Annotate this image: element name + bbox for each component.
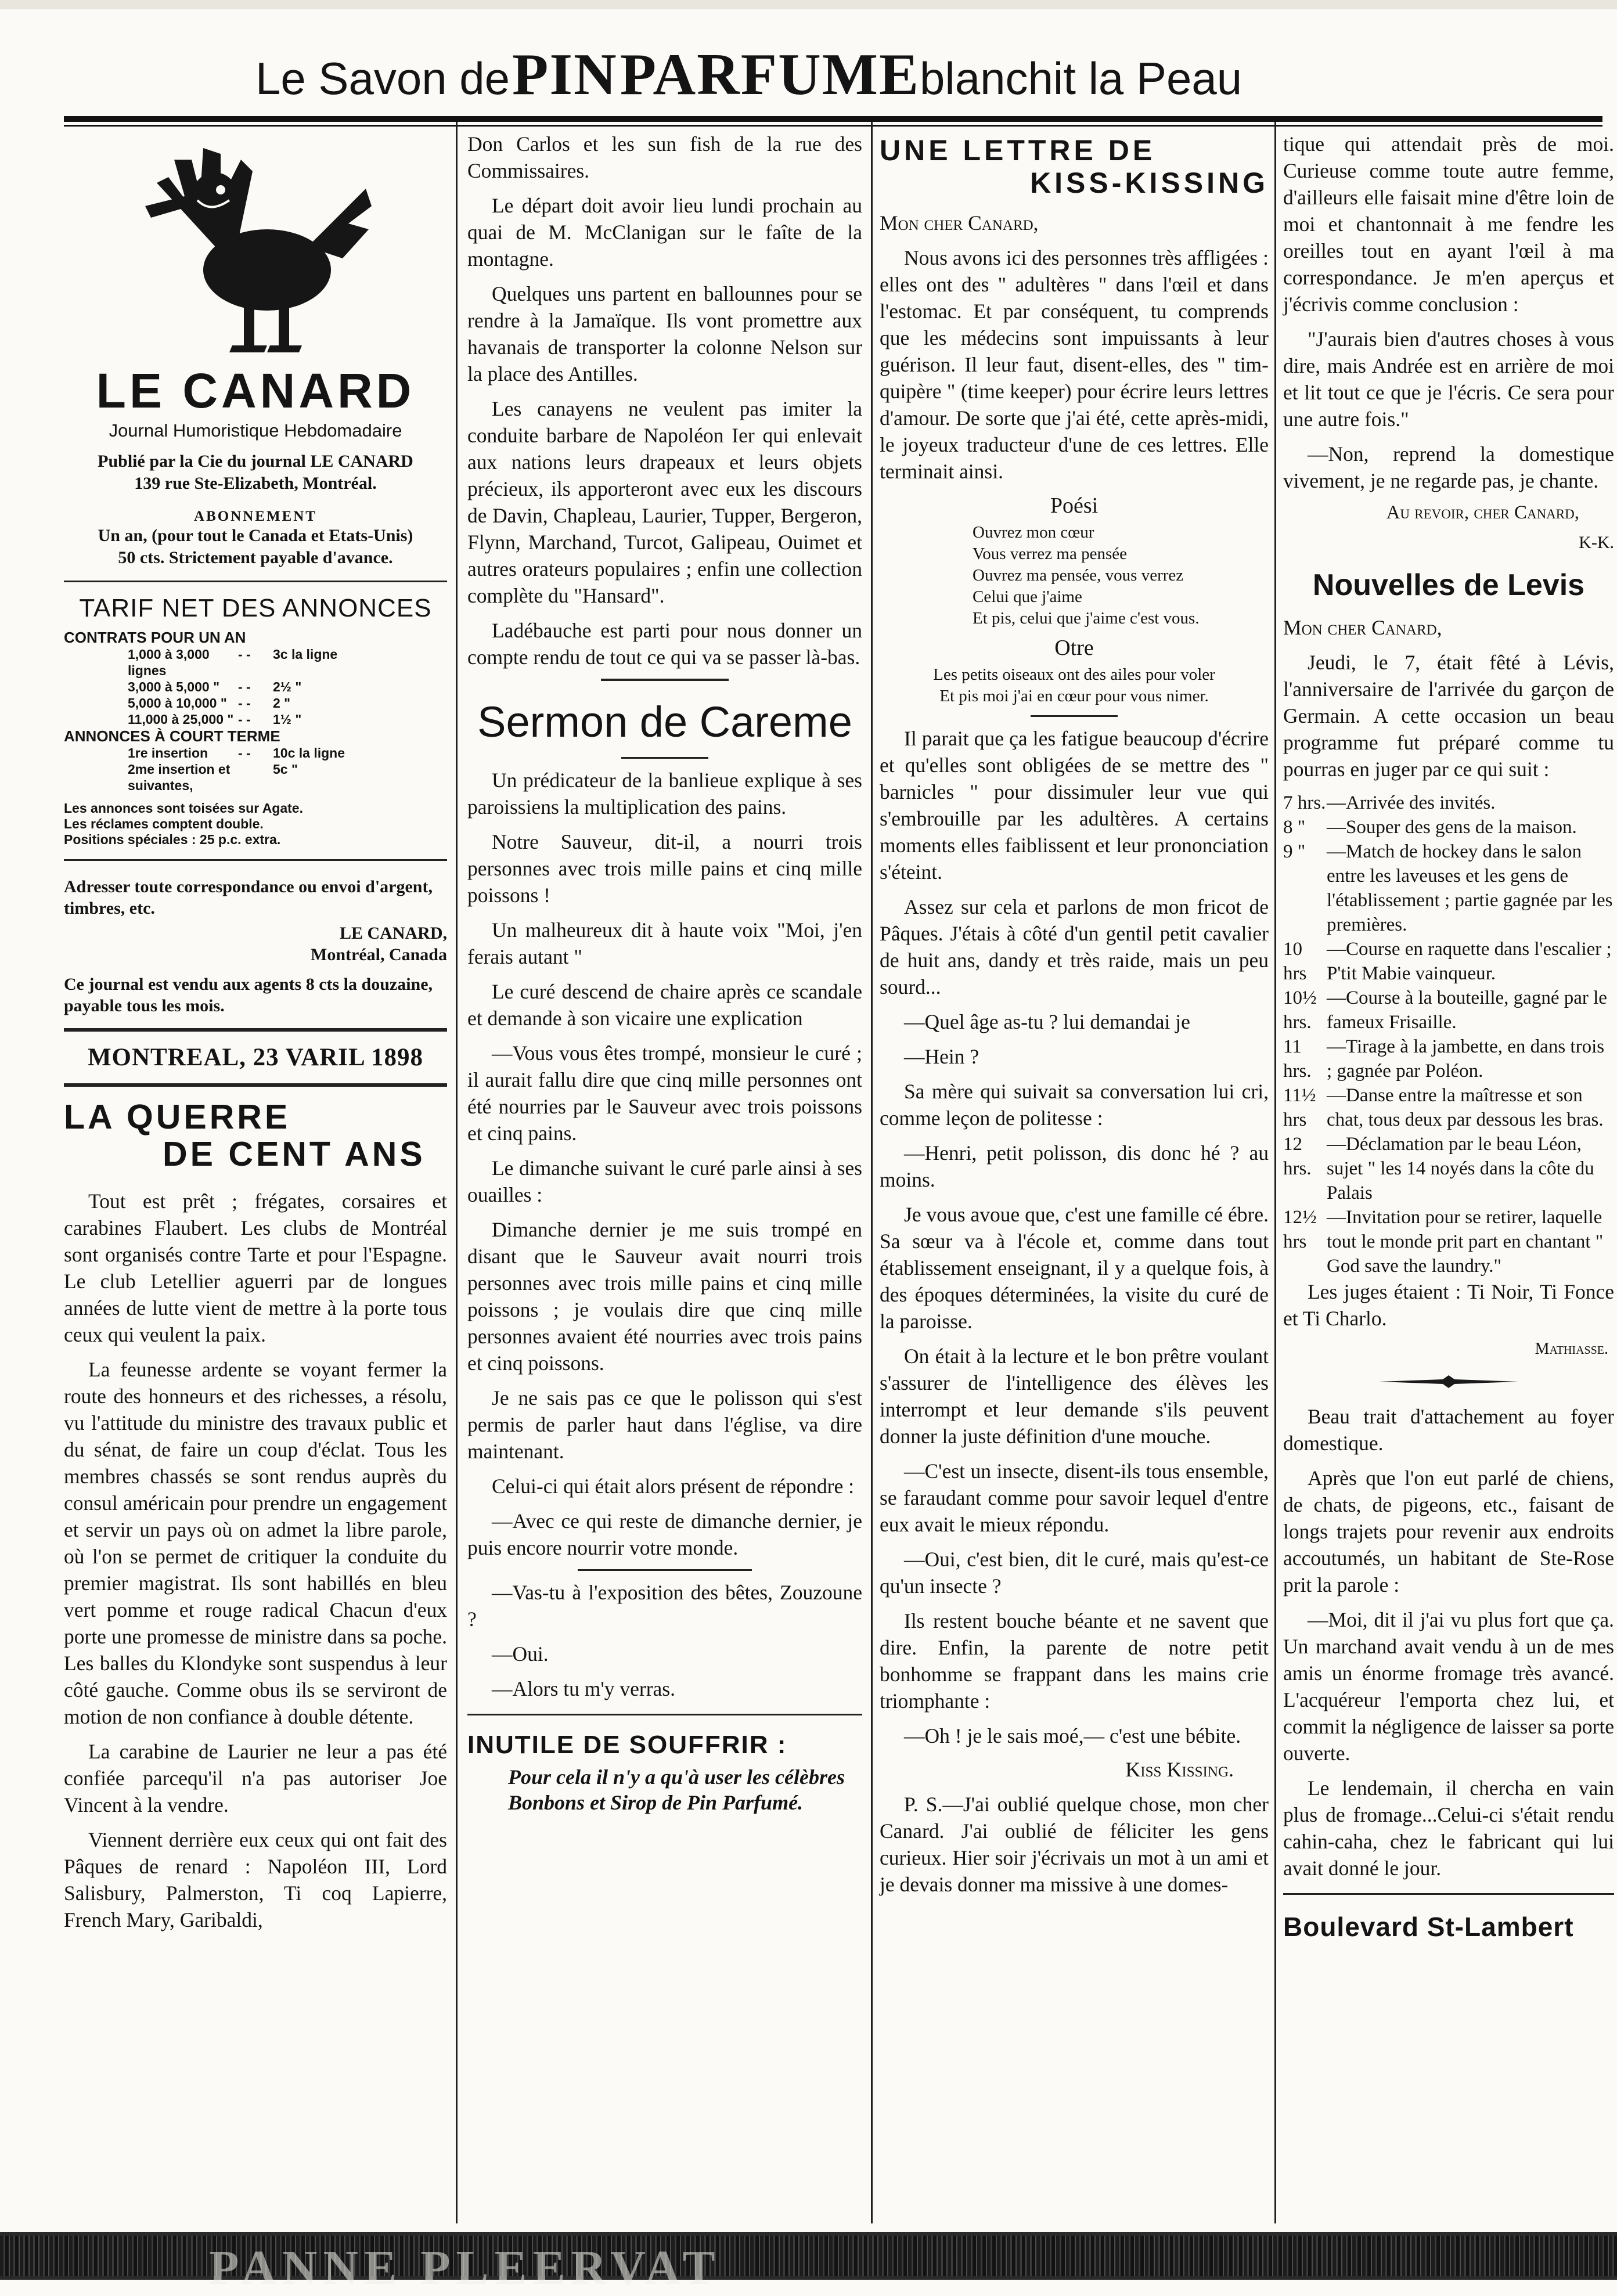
correspondence-note: Adresser toute correspondance ou envoi d'argent, timbres, etc.: [64, 877, 433, 918]
masthead-pin: PIN: [512, 42, 618, 107]
column-1: [64, 131, 447, 1941]
article-paragraph: Un malheureux dit à haute voix "Moi, j'en ferais autant ": [467, 918, 862, 968]
rates-note-line: Positions spéciales : 25 p.c. extra.: [64, 832, 281, 847]
contracts-table: [64, 646, 447, 727]
journal-subtitle: Journal Humoristique Hebdomadaire: [109, 420, 402, 441]
headline-line: DE CENT ANS: [163, 1135, 426, 1173]
article-paragraph: —Oui, c'est bien, dit le curé, mais qu'est-ce qu'un insecte ?: [880, 1548, 1269, 1598]
salutation: Mon cher Canard,: [1283, 616, 1442, 639]
signature: K-K.: [1579, 533, 1614, 552]
article-paragraph: Le lendemain, il chercha en vain plus de fromage...Celui-ci s'était rendu cahin-caha, chez le fabricant qui lui avait donné le jour.: [1283, 1776, 1614, 1880]
article-paragraph: La carabine de Laurier ne leur a pas été confiée parcequ'il n'a pas autoriser Joe Vincent à la vendre.: [64, 1740, 447, 1816]
table-row: 5,000 à 10,000 " - - 2 ": [128, 695, 291, 711]
article-paragraph: Il parait que ça les fatigue beaucoup d'écrire et qu'elles sont obligées de se mettre des " barnicles " pour dissimuler leur vue qui s'embrouille par les adultères. A certains moments elles faiblissent et leur prononciation s'éteint.: [880, 727, 1269, 884]
divider: [64, 1083, 447, 1087]
article-paragraph: —Avec ce qui reste de dimanche dernier, je puis encore nourrir votre monde.: [467, 1509, 862, 1559]
masthead-rule-thin: [64, 125, 1602, 127]
subscription-text: Un an, (pour tout le Canada et Etats-Unis): [98, 526, 413, 545]
article-paragraph: Notre Sauveur, dit-il, a nourri trois personnes avec trois mille pains et cinq mille poissons !: [467, 830, 862, 907]
headline-line: UNE LETTRE DE: [880, 134, 1156, 167]
table-row: 1re insertion - - 10c la ligne: [128, 745, 345, 760]
article-paragraph: P. S.—J'ai oublié quelque chose, mon cher Canard. J'ai oublié de féliciter les gens curieux. Hier soir j'écrivais un mot à un ami et je devais donner ma missive à une domes-: [880, 1793, 1269, 1896]
column-4: [1283, 131, 1614, 1942]
article-paragraph: Les juges étaient : Ti Noir, Ti Fonce et Ti Charlo.: [1283, 1280, 1614, 1330]
publisher-address: 139 rue Ste-Elizabeth, Montréal.: [134, 474, 377, 493]
article-paragraph: —Non, reprend la domestique vivement, je ne regarde pas, je chante.: [1283, 442, 1614, 492]
divider: [467, 1714, 862, 1715]
article-paragraph: —C'est un insecte, disent-ils tous ensemble, se faraudant comme pour savoir lequel d'entre eux avait le mieux répondu.: [880, 1459, 1269, 1536]
article-paragraph: On était à la lecture et le bon prêtre voulant s'assurer de l'intelligence des élèves les interrompt et leur demande s'ils peuvent donner la juste définition d'une mouche.: [880, 1345, 1269, 1448]
journal-title: LE CANARD: [96, 363, 415, 418]
divider: [64, 581, 447, 582]
cut-off-headline: PANNE PLEERVAT: [209, 2241, 721, 2295]
masthead-advert: [255, 41, 1591, 110]
rates-note-line: Les annonces sont toisées sur Agate.: [64, 801, 303, 816]
list-item: 10 hrs —Course en raquette dans l'escalier ; P'tit Mabie vainqueur.: [1283, 939, 1612, 984]
article-paragraph: —Oui.: [492, 1642, 549, 1666]
list-item: 8 " —Souper des gens de la maison.: [1283, 817, 1577, 838]
article-paragraph: —Oh ! je le sais moé,— c'est une bébite.: [904, 1724, 1241, 1747]
address-city: Montréal, Canada: [311, 945, 447, 964]
salutation: Mon cher Canard,: [880, 211, 1039, 235]
list-item: 12½ hrs —Invitation pour se retirer, laquelle tout le monde prit part en chantant " God save the laundry.": [1283, 1207, 1604, 1277]
address-name: LE CANARD,: [339, 924, 447, 943]
poem-title: Poési: [1050, 493, 1099, 518]
article-paragraph: —Vas-tu à l'exposition des bêtes, Zouzoune ?: [467, 1581, 862, 1631]
article-paragraph: Un prédicateur de la banlieue explique à ses paroissiens la multiplication des pains.: [467, 769, 862, 819]
list-item: 10½ hrs. —Course à la bouteille, gagné par le fameux Frisaille.: [1283, 987, 1607, 1033]
article-paragraph: Jeudi, le 7, était fêté à Lévis, l'anniversaire de l'arrivée du garçon de Germain. A cette occasion un beau programme fut préparé comme tu pourras en juger par ce qui suit :: [1283, 651, 1614, 781]
advert-text: Pour cela il n'y a qu'à user les célèbres Bonbons et Sirop de Pin Parfumé.: [508, 1765, 845, 1814]
list-item: 12 hrs. —Déclamation par le beau Léon, sujet " les 14 noyés dans la côte du Palais: [1283, 1134, 1594, 1203]
list-item: 7 hrs. —Arrivée des invités.: [1283, 792, 1496, 813]
article-headline: [880, 134, 1269, 199]
duck-logo-icon: [134, 136, 377, 357]
subscription-text: 50 cts. Strictement payable d'avance.: [118, 548, 393, 567]
table-row: 11,000 à 25,000 " - - 1½ ": [128, 712, 302, 727]
poem-title: Otre: [1054, 636, 1094, 660]
poem-line: Les petits oiseaux ont des ailes pour voler: [933, 665, 1215, 684]
poem-line: Vous verrez ma pensée: [973, 545, 1127, 563]
page-top-edge: [0, 0, 1617, 9]
issue-date: MONTREAL, 23 VARIL 1898: [87, 1044, 424, 1071]
article-paragraph: tique qui attendait près de moi. Curieuse comme toute autre femme, d'ailleurs elle faisait mine d'être loin de moi et chantonnait à me fendre les oreilles tout en ayant l'œil à ma correspondance. Je m'en aperçus et j'écrivis comme conclusion :: [1283, 132, 1614, 316]
program-list: [1283, 791, 1614, 1278]
closing: Au revoir, cher Canard,: [1386, 502, 1579, 523]
list-item: 9 " —Match de hockey dans le salon entre les laveuses et les gens de l'établissement ; partie gagnée par les premières.: [1283, 841, 1613, 935]
dagger-rule-icon: [1379, 1374, 1518, 1389]
divider: [578, 1569, 752, 1571]
article-paragraph: Dimanche dernier je me suis trompé en disant que le Sauveur avait nourri trois personnes avec trois mille pains et cinq mille poissons ; je voulais dire que cinq mille personnes avaient été nourries avec trois pains et cinq poissons.: [467, 1218, 862, 1375]
article-paragraph: "J'aurais bien d'autres choses à vous dire, mais Andrée est en arrière de moi et lit tout ce que je l'écris. Ce sera pour une autre fois.": [1283, 327, 1614, 431]
masthead-parfume: PARFUME: [620, 42, 920, 107]
article-paragraph: —Moi, dit il j'ai vu plus fort que ça. Un marchand avait vendu à un de mes amis un énorme fromage très avancé. L'acquéreur l'emporta chez lui, et commit la négligence de laisser sa porte ouverte.: [1283, 1608, 1614, 1765]
column-3: [880, 131, 1269, 1906]
article-paragraph: Après que l'on eut parlé de chiens, de chats, de pigeons, etc., faisant de longs trajets pour revenir aux endroits accoutumés, un habitant de Ste-Rose prit la parole :: [1283, 1466, 1614, 1596]
subscription-heading: ABONNEMENT: [194, 509, 317, 524]
article-paragraph: Ils restent bouche béante et ne savent que dire. Enfin, la parente de notre petit bonhomme se frappant dans les mains crie triomphante :: [880, 1609, 1269, 1713]
column-rule: [456, 122, 458, 2223]
column-rule: [871, 122, 873, 2223]
short-term-heading: ANNONCES À COURT TERME: [64, 727, 280, 745]
article-headline: Boulevard St-Lambert: [1283, 1912, 1574, 1942]
poem-line: Celui que j'aime: [973, 587, 1082, 606]
article-paragraph: —Alors tu m'y verras.: [492, 1677, 675, 1700]
masthead-text-end: blanchit la Peau: [920, 53, 1243, 104]
column-2: [467, 131, 862, 1815]
article-paragraph: Don Carlos et les sun fish de la rue des Commissaires.: [467, 132, 862, 182]
article-paragraph: Les canayens ne veulent pas imiter la conduite barbare de Napoléon Ier qui enlevait aux nations leurs drapeaux et leurs objets précieux, ils apporteront avec eux les discours de Davin, Chapleau, Laurier, Tupper, Bergeron, Flynn, Marchand, Turcot, Galipeau, Ouimet et autres orateurs populaires ; enfin une collection complète du "Hansard".: [467, 397, 862, 607]
headline-line: LA QUERRE: [64, 1098, 291, 1136]
article-paragraph: La feunesse ardente se voyant fermer la route des honneurs et des richesses, a résolu, vu l'attitude du ministre des travaux public et du sénat, de faire un coup d'éclat. Tous les membres chassés se sont rendus auprès du consul américain pour prendre un engagement et servir un pays où on admet la libre parole, où l'on se permet de critiquer la conduite du premier magistrat. Ils sont habillés en bleu vert pomme et rouge radical Chacun d'eux porte une promesse de ministre dans sa poche. Les balles du Klondyke sont suspendus à leur côté gauche. Comme obus ils se serviront de motion de non confiance à double détente.: [64, 1358, 447, 1728]
sales-note: Ce journal est vendu aux agents 8 cts la douzaine, payable tous les mois.: [64, 975, 433, 1015]
divider: [1031, 715, 1118, 717]
article-paragraph: Viennent derrière eux ceux qui ont fait des Pâques de renard : Napoléon III, Lord Salisbury, Palmerston, Ti coq Lapierre, French Mary, Garibaldi,: [64, 1828, 447, 1931]
article-paragraph: Le curé descend de chaire après ce scandale et demande à son vicaire une explication: [467, 980, 862, 1030]
article-paragraph: Nous avons ici des personnes très affligées : elles ont des " adultères " dans l'œil et dans l'estomac. Et par conséquent, tu comprends que les médecins sont impuissants à leur guérison. Il leur faut, disent-elles, des " tim-quipère " (time keeper) pour écrire leurs lettres d'amour. De sorte que j'ai été, cette après-midi, le joyeux traducteur d'une de ces lettres. Elle terminait ainsi.: [880, 246, 1269, 483]
article-headline: Sermon de Careme: [477, 698, 852, 746]
table-row: 1,000 à 3,000 lignes - - 3c la ligne: [128, 647, 338, 678]
article-headline: Nouvelles de Levis: [1312, 568, 1585, 602]
divider: [64, 1028, 447, 1032]
article-paragraph: Je vous avoue que, c'est une famille cé ébre. Sa sœur va à l'école et, comme dans tout établissement enseignant, il y a quelque fois, à des époques déterminées, la visite du curé de la paroisse.: [880, 1203, 1269, 1333]
article-paragraph: —Vous vous êtes trompé, monsieur le curé ; il aurait fallu dire que cinq mille personnes ont été nourries par le Sauveur avec trois poissons et cinq pains.: [467, 1041, 862, 1145]
poem-line: Ouvrez ma pensée, vous verrez: [973, 566, 1184, 585]
poem: [880, 522, 1269, 629]
article-paragraph: —Henri, petit polisson, dis donc hé ? au moins.: [880, 1141, 1269, 1191]
rates-note-line: Les réclames comptent double.: [64, 816, 264, 831]
masthead-text: Le Savon de: [255, 53, 510, 104]
poem-line: Et pis, celui que j'aime c'est vous.: [973, 609, 1200, 628]
table-row: 3,000 à 5,000 " - - 2½ ": [128, 679, 302, 694]
list-item: 11½ hrs —Danse entre la maîtresse et son chat, tous deux par dessous les bras.: [1283, 1085, 1604, 1130]
advert-heading: INUTILE DE SOUFFRIR :: [467, 1731, 787, 1759]
headline-line: KISS-KISSING: [1030, 167, 1269, 199]
article-paragraph: Le dimanche suivant le curé parle ainsi à ses ouailles :: [467, 1156, 862, 1206]
article-paragraph: —Quel âge as-tu ? lui demandai je: [904, 1010, 1190, 1033]
divider: [64, 859, 447, 861]
signature: Kiss Kissing.: [1125, 1758, 1234, 1781]
ad-rates-heading: TARIF NET DES ANNONCES: [79, 594, 432, 622]
contracts-heading: CONTRATS POUR UN AN: [64, 629, 246, 646]
article-paragraph: Ladébauche est parti pour nous donner un compte rendu de tout ce qui va se passer là-bas.: [467, 619, 862, 669]
rates-note: [64, 801, 447, 848]
poem-line: Ouvrez mon cœur: [973, 523, 1094, 542]
divider: [1283, 1893, 1614, 1895]
divider: [621, 757, 708, 759]
article-paragraph: Celui-ci qui était alors présent de répondre :: [492, 1475, 854, 1498]
publisher-line: Publié par la Cie du journal LE CANARD: [98, 452, 413, 471]
masthead-rule: [64, 116, 1602, 122]
article-paragraph: Sa mère qui suivait sa conversation lui cri, comme leçon de politesse :: [880, 1080, 1269, 1130]
article-paragraph: Beau trait d'attachement au foyer domestique.: [1283, 1405, 1614, 1455]
article-paragraph: Tout est prêt ; frégates, corsaires et carabines Flaubert. Les clubs de Montréal sont organisés contre Tarte et pour l'Espagne. Le club Letellier aguerri par de longues années de lutte vient de mettre à la porte tous ceux qui veulent la paix.: [64, 1190, 447, 1346]
article-headline: [64, 1098, 447, 1173]
article-paragraph: Je ne sais pas ce que le polisson qui s'est permis de parler haut dans l'église, va dire maintenant.: [467, 1386, 862, 1463]
column-rule: [1274, 122, 1276, 2223]
ornament-divider: [1283, 1368, 1614, 1395]
article-paragraph: Quelques uns partent en ballounnes pour se rendre à la Jamaïque. Ils vont promettre aux havanais de transporter la colonne Nelson sur la place des Antilles.: [467, 282, 862, 385]
article-paragraph: Le départ doit avoir lieu lundi prochain au quai de M. McClanigan sur le faîte de la montagne.: [467, 194, 862, 271]
article-paragraph: —Hein ?: [904, 1045, 979, 1068]
poem-line: Et pis moi j'ai en cœur pour vous nimer.: [939, 687, 1209, 705]
article-paragraph: Assez sur cela et parlons de mon fricot de Pâques. J'étais à côté d'un gentil petit cavalier de huit ans, dandy et très raide, mais un peu sourd...: [880, 895, 1269, 999]
signature: Mathiasse.: [1535, 1340, 1608, 1358]
table-row: 2me insertion et suivantes, 5c ": [128, 762, 298, 793]
divider: [601, 679, 729, 681]
list-item: 11 hrs. —Tirage à la jambette, en dans trois ; gagnée par Poléon.: [1283, 1036, 1605, 1082]
